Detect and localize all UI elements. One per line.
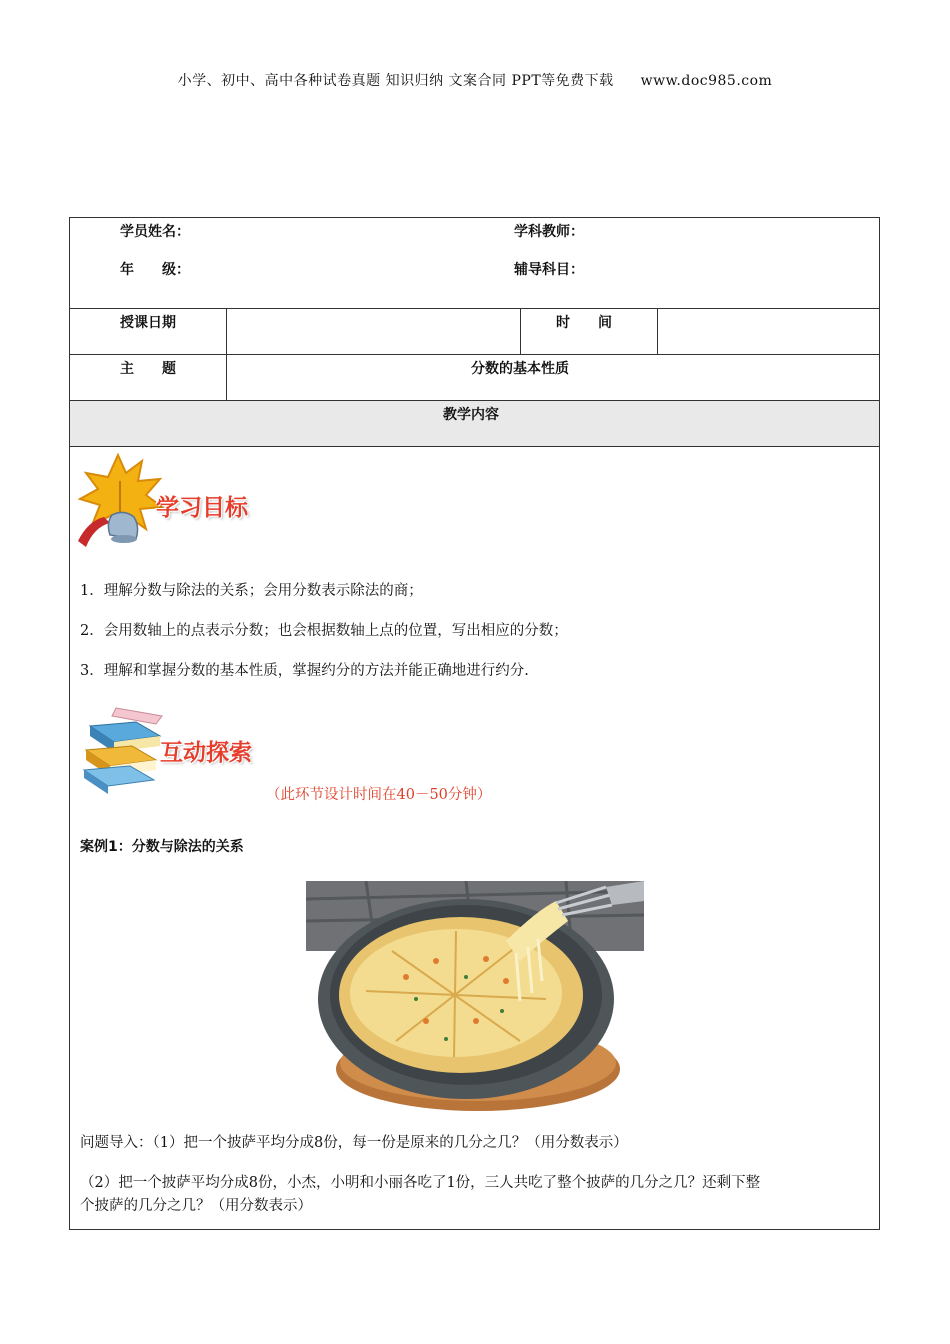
question-2-line-2: 个披萨的几分之几？（用分数表示）	[80, 1198, 312, 1214]
explore-banner	[76, 704, 276, 796]
header-text: 小学、初中、高中各种试卷真题 知识归纳 文案合同 PPT等免费下载	[177, 73, 614, 89]
grade-label: 年 级：	[120, 262, 190, 278]
content-label: 教学内容	[443, 407, 499, 423]
lesson-table	[69, 217, 880, 1230]
goal-item-2: 2．会用数轴上的点表示分数；也会根据数轴上点的位置，写出相应的分数；	[80, 623, 568, 639]
goal-item-3: 3．理解和掌握分数的基本性质，掌握约分的方法并能正确地进行约分.	[80, 663, 529, 679]
pizza-image	[306, 881, 644, 1113]
topic-label: 主 题	[120, 361, 176, 377]
question-2-line-1: （2）把一个披萨平均分成8份，小杰，小明和小丽各吃了1份，三人共吃了整个披萨的几分之几？还剩下整	[80, 1175, 761, 1191]
topic-value: 分数的基本性质	[471, 361, 569, 377]
books-icon	[76, 704, 168, 796]
header-url[interactable]: www.doc985.com	[640, 73, 773, 89]
question-1: 问题导入：（1）把一个披萨平均分成8份，每一份是原来的几分之几？（用分数表示）	[80, 1135, 628, 1151]
pizza-illustration	[306, 881, 644, 1113]
time-label: 时 间	[556, 315, 612, 331]
goals-banner-title: 学习目标	[156, 495, 248, 521]
goal-item-1: 1．理解分数与除法的关系；会用分数表示除法的商；	[80, 583, 423, 599]
student-name-label: 学员姓名：	[120, 224, 190, 240]
teacher-label: 学科教师：	[514, 224, 584, 240]
page-header	[0, 70, 950, 90]
explore-banner-title: 互动探索	[160, 740, 252, 766]
date-label: 授课日期	[120, 315, 176, 331]
goals-banner	[76, 451, 276, 551]
subject-label: 辅导科目：	[514, 262, 584, 278]
maple-bell-icon	[76, 451, 166, 549]
case-title: 案例1：分数与除法的关系	[80, 839, 244, 855]
time-note: （此环节设计时间在40－50分钟）	[266, 787, 492, 803]
